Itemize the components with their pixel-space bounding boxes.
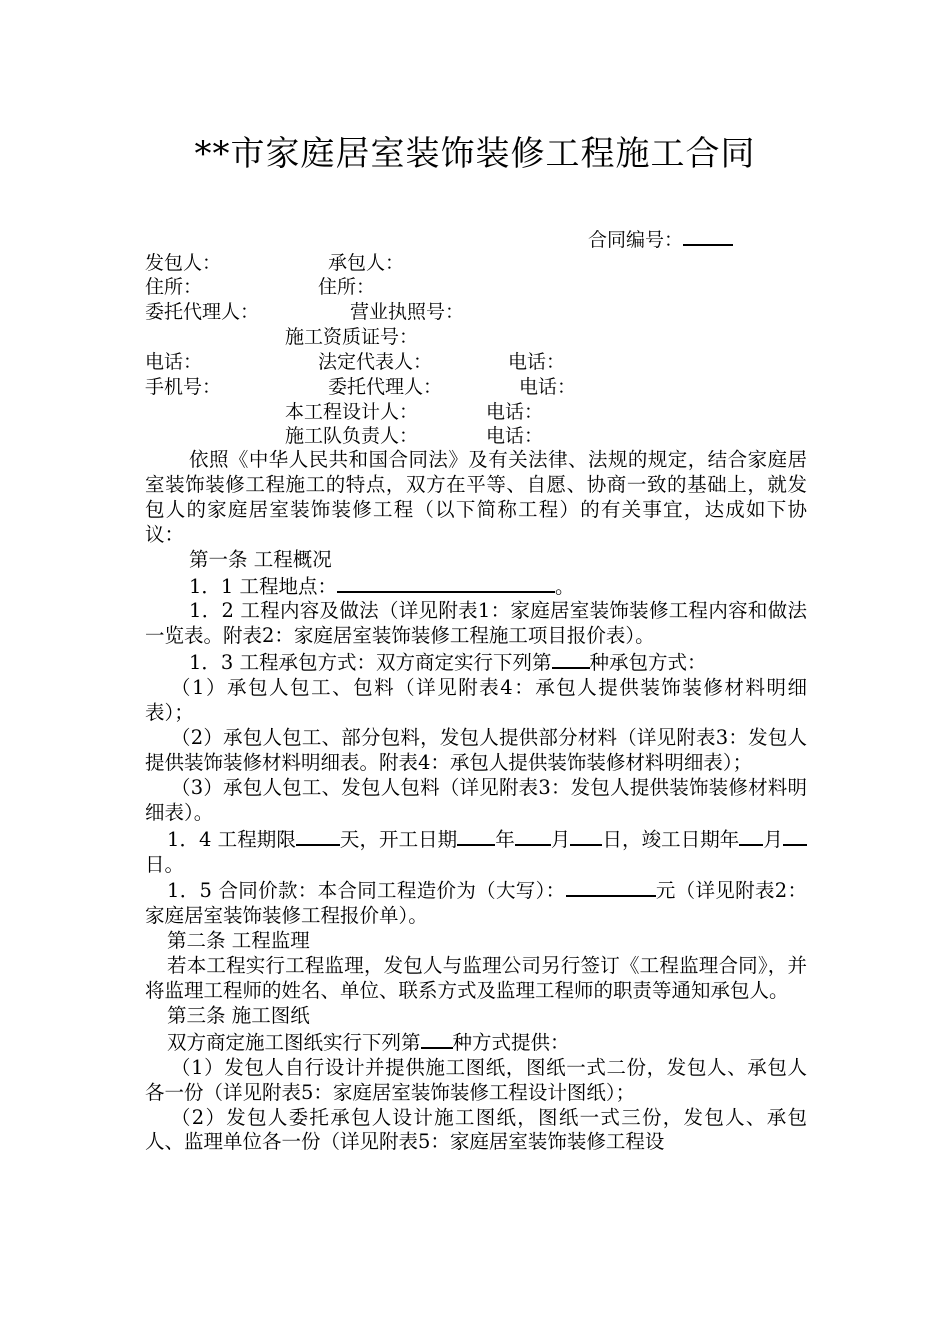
site-blank — [337, 573, 555, 593]
contractor-agent-phone-label: 电话： — [519, 376, 577, 398]
article3-intro — [145, 1029, 807, 1056]
item-1-4-label: 1．4 工程期限 — [167, 827, 296, 851]
client-label: 发包人： — [145, 252, 222, 274]
start-month-blank — [515, 826, 551, 846]
article2-heading: 第二条 工程监理 — [167, 929, 310, 953]
month-label: 月 — [550, 827, 571, 851]
end-date-label: 日，竣工日期年 — [602, 827, 740, 851]
designer-phone-label: 电话： — [486, 401, 544, 423]
mode-3: （3）承包人包工、发包人包料（详见附表3：发包人提供装饰装修材料明细表）。 — [145, 775, 807, 824]
contract-body — [145, 448, 807, 1155]
contract-number-blank — [683, 226, 733, 246]
item-1-4 — [145, 826, 807, 878]
end-day-label: 日。 — [145, 852, 185, 876]
start-date-label: 天，开工日期 — [339, 827, 458, 851]
designer-label: 本工程设计人： — [285, 401, 419, 423]
item-1-5-end: 元（详见附表2：家庭居室装饰装修工程报价单）。 — [145, 879, 807, 928]
client-phone-label: 电话： — [145, 351, 203, 373]
item-1-3 — [145, 649, 807, 676]
preamble: 依照《中华人民共和国合同法》及有关法律、法规的规定，结合家庭居室装饰装修工程施工的特点，双方在平等、自愿、协商一致的基础上，就发包人的家庭居室装饰装修工程（以下简称工程）的有关事宜，达成如下协议： — [145, 448, 807, 546]
year-label: 年 — [495, 827, 515, 851]
team-leader-phone-label: 电话： — [486, 425, 544, 447]
document-title: **市家庭居室装饰装修工程施工合同 — [194, 134, 756, 174]
item-1-1-label: 1．1 工程地点： — [189, 574, 338, 598]
article3-heading: 第三条 施工图纸 — [167, 1003, 310, 1027]
qualification-label: 施工资质证号： — [285, 326, 419, 348]
client-mobile-label: 手机号： — [145, 376, 222, 398]
item-1-5 — [145, 877, 807, 929]
article3-intro-label: 双方商定施工图纸实行下列第 — [167, 1030, 421, 1054]
contract-number — [588, 226, 733, 252]
contractor-address-label: 住所： — [318, 276, 376, 298]
end-month-label: 月 — [763, 827, 783, 851]
contractor-label: 承包人： — [328, 252, 405, 274]
article2-text: 若本工程实行工程监理，发包人与监理公司另行签订《工程监理合同》，并将监理工程师的姓名、单位、联系方式及监理工程师的职责等通知承包人。 — [145, 954, 807, 1003]
item-1-3-label: 1．3 工程承包方式：双方商定实行下列第 — [189, 651, 552, 675]
mode-2: （2）承包人包工、部分包料，发包人提供部分材料（详见附表3：发包人提供装饰装修材料明细表。附表4：承包人提供装饰装修材料明细表）； — [145, 725, 807, 774]
drawing-option-1: （1）发包人自行设计并提供施工图纸，图纸一式二份，发包人、承包人各一份（详见附表5：家庭居室装饰装修工程设计图纸）； — [145, 1055, 807, 1104]
end-day-blank — [783, 826, 807, 846]
client-address-label: 住所： — [145, 276, 203, 298]
drawing-option-2: （2）发包人委托承包人设计施工图纸，图纸一式三份，发包人、承包人、监理单位各一份（详见附表5：家庭居室装饰装修工程设 — [145, 1105, 807, 1154]
item-1-3-end: 种承包方式： — [589, 651, 707, 675]
item-1-2: 1．2 工程内容及做法（详见附表1：家庭居室装饰装修工程内容和做法一览表。附表2：家庭居室装饰装修工程施工项目报价表）。 — [145, 599, 807, 648]
start-day-blank — [570, 826, 602, 846]
item-1-5-label: 1．5 合同价款：本合同工程造价为（大写）： — [167, 879, 566, 903]
end-month-blank — [739, 826, 763, 846]
item-1-1 — [145, 573, 807, 600]
start-year-blank — [457, 826, 495, 846]
mode-blank — [552, 649, 590, 669]
mode-1: （1）承包人包工、包料（详见附表4：承包人提供装饰装修材料明细表）； — [145, 676, 807, 725]
contractor-agent-label: 委托代理人： — [328, 376, 443, 398]
business-license-label: 营业执照号： — [350, 301, 465, 323]
team-leader-label: 施工队负责人： — [285, 425, 419, 447]
article3-intro-end: 种方式提供： — [452, 1030, 570, 1054]
legal-rep-phone-label: 电话： — [508, 351, 566, 373]
client-agent-label: 委托代理人： — [145, 301, 260, 323]
price-blank — [566, 877, 656, 897]
duration-blank — [296, 826, 340, 846]
legal-rep-label: 法定代表人： — [318, 351, 433, 373]
article1-heading: 第一条 工程概况 — [189, 547, 332, 571]
item-1-1-end: 。 — [555, 574, 575, 598]
drawing-mode-blank — [421, 1029, 453, 1049]
contract-number-label: 合同编号： — [588, 229, 684, 251]
